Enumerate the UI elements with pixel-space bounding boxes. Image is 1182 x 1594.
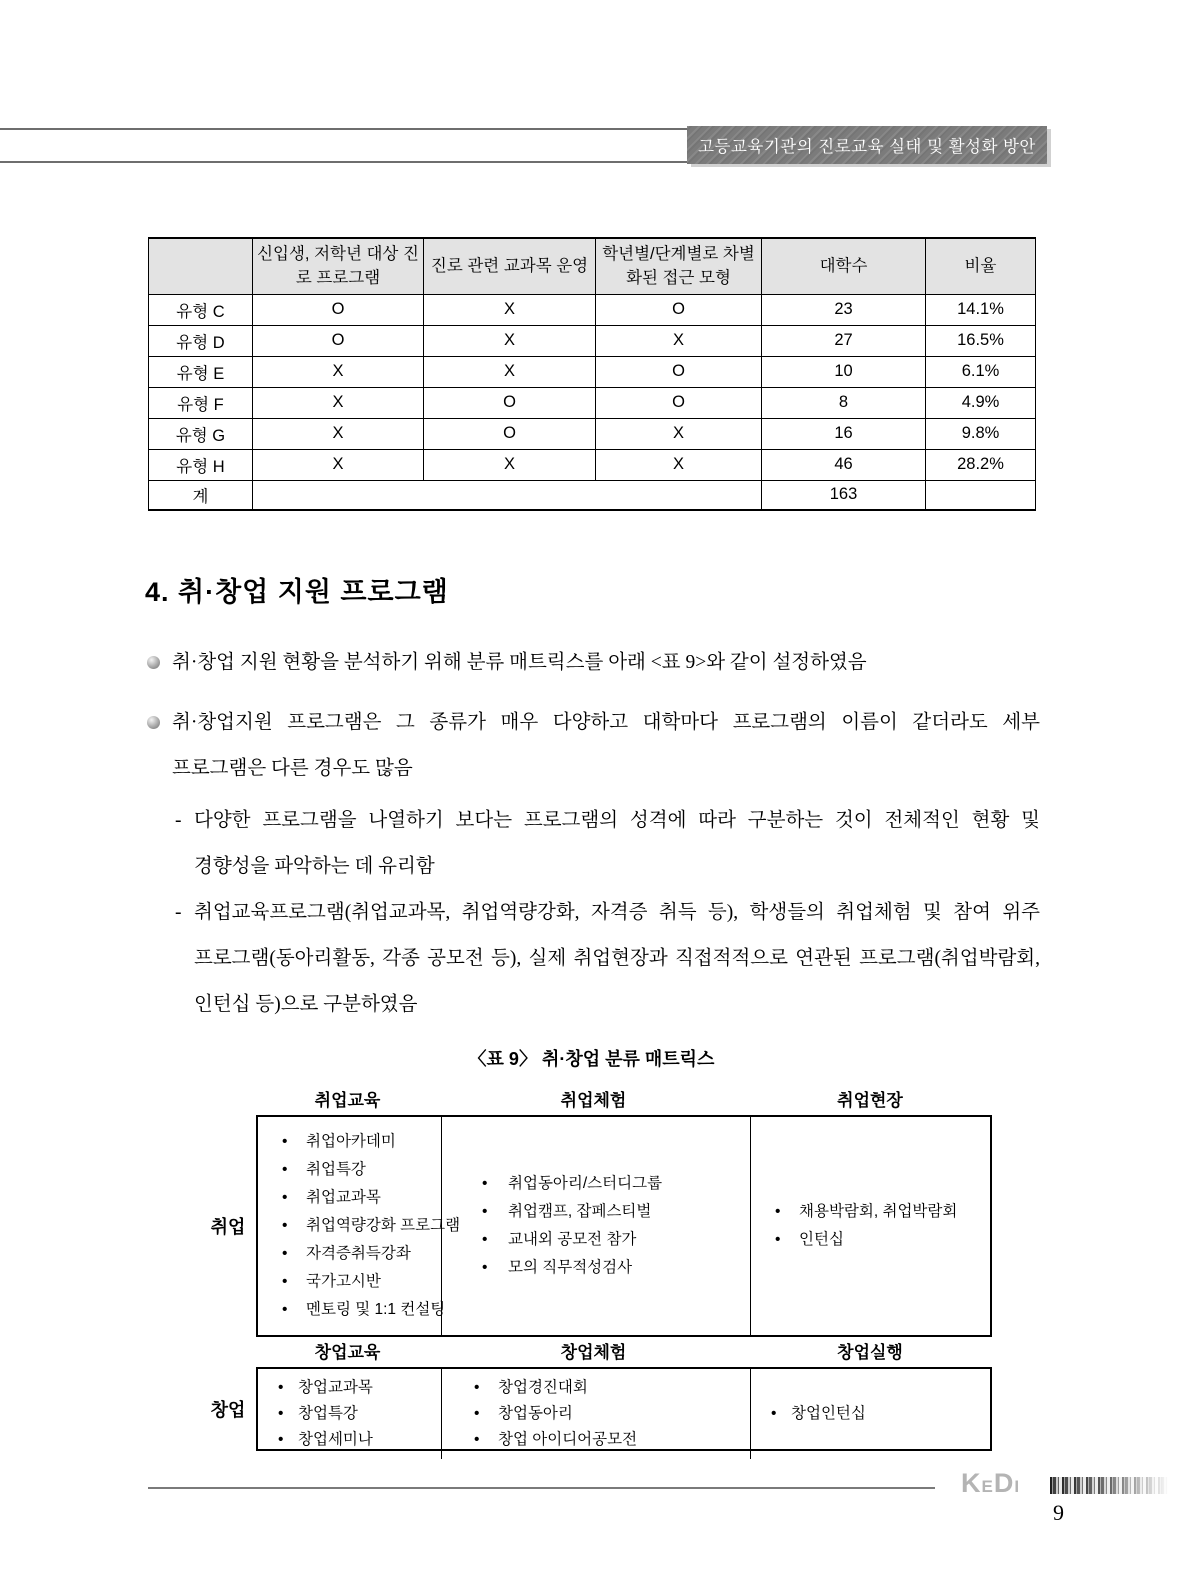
dash-sub-item (175, 890, 1040, 1028)
bullet-item (145, 640, 1040, 686)
dash-icon: - (175, 902, 182, 923)
matrix-header-row-startup (256, 1337, 992, 1367)
table-header-row (149, 238, 1036, 294)
cell-type: 유형 F (149, 387, 253, 418)
table-row (149, 294, 1036, 325)
cell-type: 유형 D (149, 325, 253, 356)
matrix-cell-startup-education (258, 1369, 441, 1459)
cell-type: 유형 C (149, 294, 253, 325)
cell-flag: X (424, 356, 596, 387)
list-item: • 취업역량강화 프로그램 (262, 1212, 437, 1240)
cell-flag: X (596, 325, 762, 356)
table-row (149, 418, 1036, 449)
header-cell-ratio: 비율 (926, 238, 1036, 294)
cell-ratio: 14.1% (926, 294, 1036, 325)
cell-flag: X (424, 449, 596, 480)
matrix-cell-employment-education (258, 1117, 461, 1335)
cell-count: 16 (762, 418, 926, 449)
header-cell-univ-count: 대학수 (762, 238, 926, 294)
cell-flag: O (424, 387, 596, 418)
list-item: • 인턴십 (755, 1226, 990, 1254)
cell-ratio: 9.8% (926, 418, 1036, 449)
matrix-header-employment-experience: 취업체험 (560, 1091, 627, 1110)
list-item: • 창업교과목 (262, 1375, 437, 1401)
bullet-text: 취·창업지원 프로그램은 그 종류가 매우 다양하고 대학마다 프로그램의 이름이 같더라도 세부 프로그램은 다른 경우도 많음 (172, 712, 1040, 779)
list-item: • 취업특강 (262, 1156, 437, 1184)
item-list (755, 1198, 990, 1254)
cell-flag: X (424, 294, 596, 325)
cell-total-ratio-empty (926, 480, 1036, 510)
running-head-bar (687, 126, 1047, 164)
header-cell-grade-model: 학년별/단계별로 차별화된 접근 모형 (596, 238, 762, 294)
list-item: • 창업경진대회 (446, 1375, 746, 1401)
list-item: • 창업인턴십 (755, 1401, 990, 1427)
cell-ratio: 16.5% (926, 325, 1036, 356)
cell-total-count: 163 (762, 480, 926, 510)
list-item: • 취업캠프, 잡페스티벌 (446, 1198, 746, 1226)
cell-count: 46 (762, 449, 926, 480)
matrix-row-label-employment: 취업 (210, 1217, 246, 1237)
bullet-text: 취·창업 지원 현황을 분석하기 위해 분류 매트릭스를 아래 <표 9>와 같이 설정하였음 (172, 652, 867, 673)
table9-caption: 〈표 9〉 취·창업 분류 매트릭스 (468, 1049, 715, 1069)
header-cell-empty (149, 238, 253, 294)
cell-type: 유형 H (149, 449, 253, 480)
list-item: • 창업세미나 (262, 1427, 437, 1453)
cell-ratio: 28.2% (926, 449, 1036, 480)
cell-flag: X (424, 325, 596, 356)
header-cell-freshman-program: 신입생, 저학년 대상 진로 프로그램 (253, 238, 424, 294)
cell-flag: O (596, 387, 762, 418)
matrix-header-employment-education: 취업교육 (314, 1091, 381, 1110)
cell-count: 23 (762, 294, 926, 325)
list-item: • 창업동아리 (446, 1401, 746, 1427)
logo-letter: D (993, 1468, 1015, 1498)
list-item: • 취업아카데미 (262, 1128, 437, 1156)
matrix-cell-employment-field (750, 1117, 994, 1335)
dash-sub-item (175, 798, 1040, 890)
list-item: • 창업 아이디어공모전 (446, 1427, 746, 1453)
item-list (446, 1375, 746, 1453)
matrix-row-label-startup: 창업 (210, 1400, 246, 1420)
cell-ratio: 4.9% (926, 387, 1036, 418)
dash-text: 취업교육프로그램(취업교과목, 취업역량강화, 자격증 취득 등), 학생들의 취업체험 및 참여 위주 프로그램(동아리활동, 각종 공모전 등), 실제 취업현장과 직접적적으로 연관된 프로그램(취업박람회, 인턴십 등)으로 구분하였음 (194, 902, 1040, 1015)
cell-total-merged-empty (253, 480, 762, 510)
body-text-block (145, 640, 1040, 1028)
cell-flag: X (253, 356, 424, 387)
list-item: • 채용박람회, 취업박람회 (755, 1198, 990, 1226)
header-rule-top (0, 128, 690, 130)
table-total-row (149, 480, 1036, 510)
cell-flag: X (253, 449, 424, 480)
cell-flag: O (424, 418, 596, 449)
list-item: • 교내외 공모전 참가 (446, 1226, 746, 1254)
cell-flag: X (253, 418, 424, 449)
career-startup-matrix (200, 1085, 992, 1451)
table-row (149, 449, 1036, 480)
cell-flag: O (253, 294, 424, 325)
list-item: • 취업동아리/스터디그룹 (446, 1170, 746, 1198)
cell-count: 10 (762, 356, 926, 387)
cell-ratio: 6.1% (926, 356, 1036, 387)
cell-type: 유형 E (149, 356, 253, 387)
logo-letter: E (981, 1477, 994, 1496)
dash-icon: - (175, 810, 182, 831)
matrix-cell-startup-experience (441, 1369, 750, 1459)
item-list (755, 1401, 990, 1427)
cell-flag: X (596, 449, 762, 480)
list-item: • 자격증취득강좌 (262, 1240, 437, 1268)
logo-letter: I (1014, 1477, 1021, 1496)
cell-count: 27 (762, 325, 926, 356)
cell-total-label: 계 (149, 480, 253, 510)
matrix-header-startup-experience: 창업체험 (560, 1343, 627, 1362)
cell-flag: X (596, 418, 762, 449)
footer-rule (148, 1487, 935, 1489)
matrix-header-row-employment (256, 1085, 992, 1115)
list-item: • 창업특강 (262, 1401, 437, 1427)
item-list (262, 1128, 461, 1324)
section-heading: 4. 취·창업 지원 프로그램 (145, 577, 449, 607)
matrix-body-row-startup (256, 1367, 992, 1451)
matrix-body-row-employment (256, 1115, 992, 1337)
cell-flag: O (253, 325, 424, 356)
cell-count: 8 (762, 387, 926, 418)
matrix-header-startup-education: 창업교육 (314, 1343, 381, 1362)
type-classification-table (148, 237, 1036, 511)
matrix-cell-startup-execution (750, 1369, 994, 1459)
barcode-decoration (1050, 1477, 1168, 1494)
header-rule-bottom (0, 161, 690, 163)
cell-flag: X (253, 387, 424, 418)
list-item: • 국가고시반 (262, 1268, 437, 1296)
page-number: 9 (1053, 1500, 1064, 1525)
list-item: • 모의 직무적성검사 (446, 1254, 746, 1282)
table-row (149, 356, 1036, 387)
cell-flag: O (596, 356, 762, 387)
dash-text: 다양한 프로그램을 나열하기 보다는 프로그램의 성격에 따라 구분하는 것이 전체적인 현황 및 경향성을 파악하는 데 유리함 (194, 810, 1040, 877)
kedi-logo (961, 1470, 1020, 1497)
list-item: • 취업교과목 (262, 1184, 437, 1212)
matrix-header-startup-execution: 창업실행 (837, 1343, 903, 1362)
item-list (262, 1375, 437, 1453)
table-row (149, 325, 1036, 356)
logo-letter: K (961, 1468, 982, 1498)
matrix-cell-employment-experience (441, 1117, 750, 1335)
bullet-sphere-icon (147, 716, 160, 729)
matrix-header-employment-field: 취업현장 (837, 1091, 903, 1110)
list-item: • 멘토링 및 1:1 컨설팅 (262, 1296, 437, 1324)
bullet-item (145, 700, 1040, 792)
running-head-title: 고등교육기관의 진로교육 실태 및 활성화 방안 (698, 138, 1036, 156)
cell-flag: O (596, 294, 762, 325)
cell-type: 유형 G (149, 418, 253, 449)
item-list (446, 1170, 746, 1282)
bullet-sphere-icon (147, 656, 160, 669)
header-cell-career-course: 진로 관련 교과목 운영 (424, 238, 596, 294)
table-row (149, 387, 1036, 418)
